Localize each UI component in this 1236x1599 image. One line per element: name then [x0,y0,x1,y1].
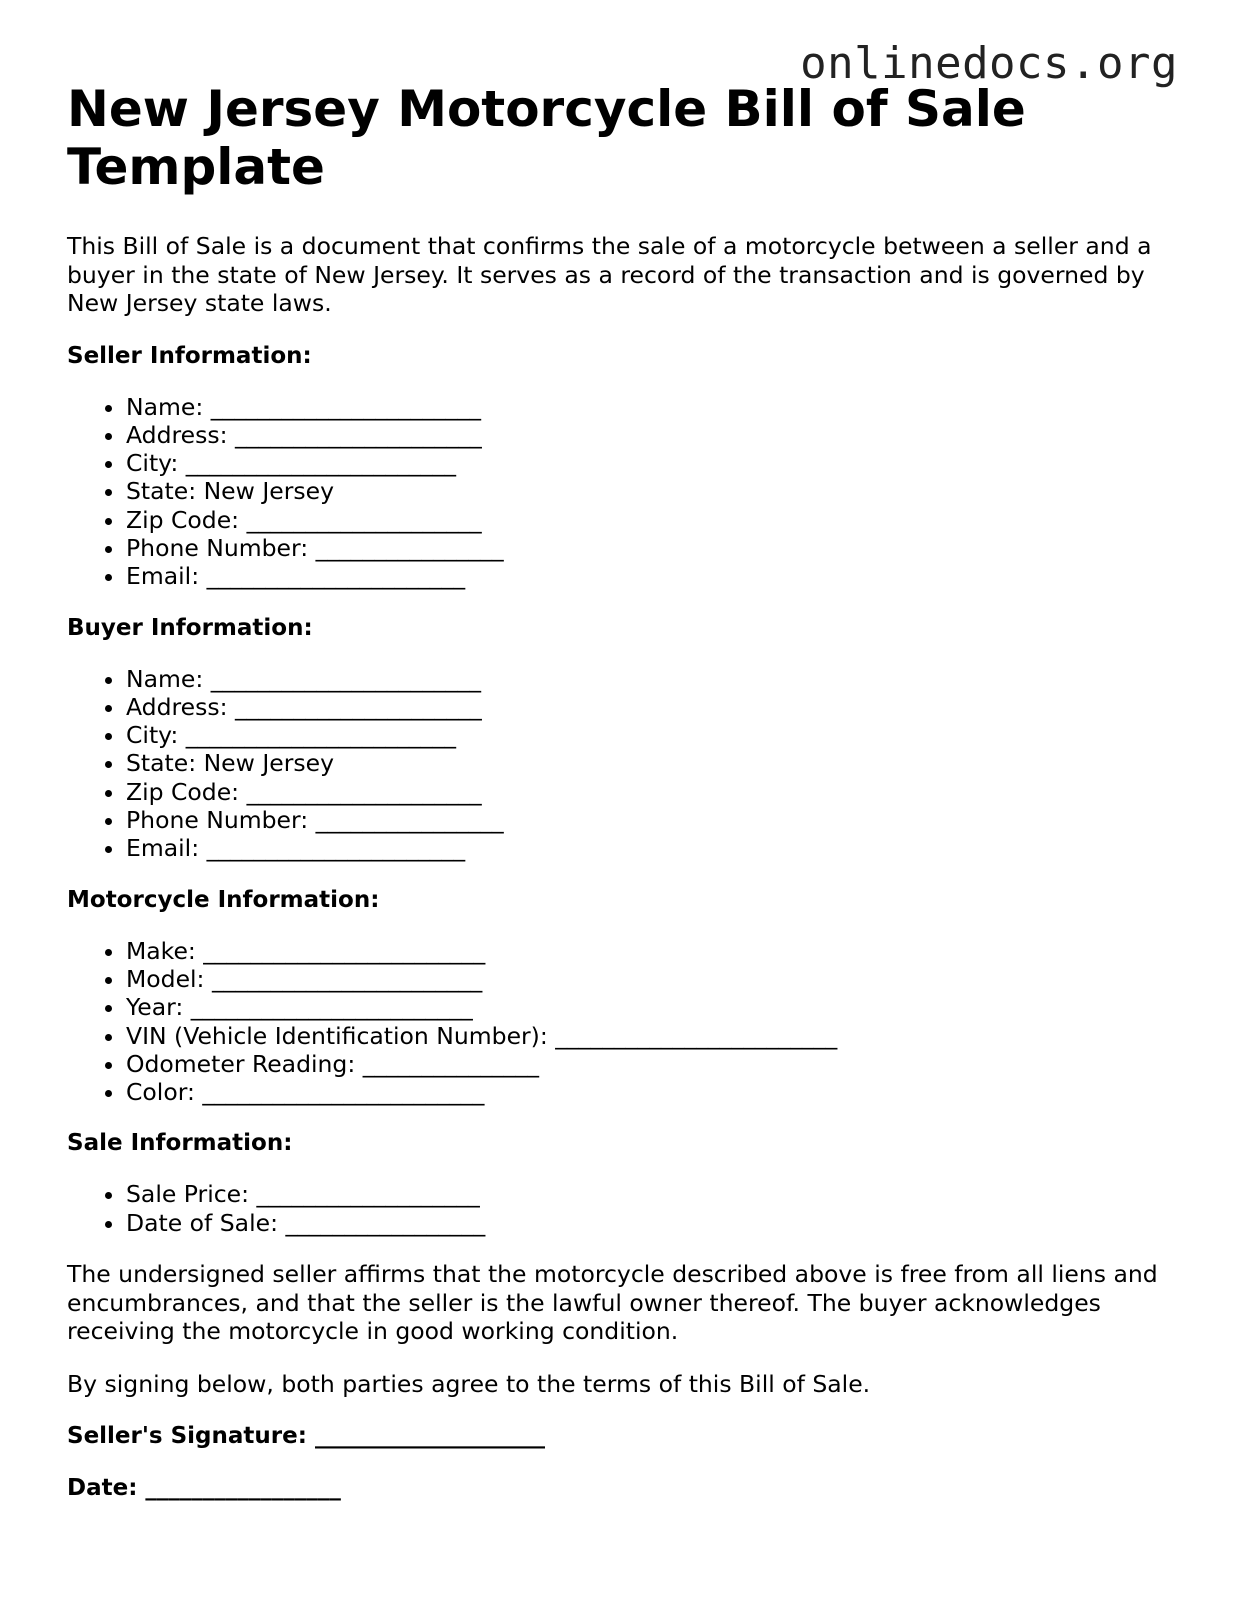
motorcycle-year-field[interactable]: • Year: ________________________ [126,993,1177,1021]
affirmation-paragraph: The undersigned seller affirms that the motorcycle described above is free from all liens and encumbrances, and that the seller is the lawful owner thereof. The buyer acknowledges receiving the motorcycle in good working condition. [67,1260,1158,1346]
buyer-phone-field[interactable]: • Phone Number: ________________ [126,806,1177,834]
date-label: Date: [67,1475,146,1502]
seller-name-field[interactable]: • Name: _______________________ [126,393,1177,421]
sale-section-heading: Sale Information: [67,1130,293,1157]
buyer-section-heading: Buyer Information: [67,614,313,641]
motorcycle-odometer-field[interactable]: • Odometer Reading: _______________ [126,1050,1177,1078]
buyer-info-list [67,665,1177,863]
seller-signature-line[interactable] [67,1422,1177,1450]
seller-city-field[interactable]: • City: _______________________ [126,449,1177,477]
buyer-name-field[interactable]: • Name: _______________________ [126,665,1177,693]
date-line[interactable] [67,1474,1177,1502]
motorcycle-info-list [67,937,1177,1107]
buyer-state-field: • State: New Jersey [126,749,1177,777]
date-blank[interactable]: _________________ [145,1475,341,1502]
motorcycle-vin-field[interactable]: • VIN (Vehicle Identification Number): ________________________ [126,1022,1177,1050]
motorcycle-color-field[interactable]: • Color: ________________________ [126,1078,1177,1106]
seller-email-field[interactable]: • Email: ______________________ [126,562,1177,590]
agreement-paragraph: By signing below, both parties agree to the terms of this Bill of Sale. [67,1369,871,1398]
intro-paragraph: This Bill of Sale is a document that confirms the sale of a motorcycle between a seller and a buyer in the state of New Jersey. It serves as a record of the transaction and is governed by New Jersey state laws. [67,232,1152,317]
seller-address-field[interactable]: • Address: _____________________ [126,421,1177,449]
seller-zip-field[interactable]: • Zip Code: ____________________ [126,506,1177,534]
buyer-city-field[interactable]: • City: _______________________ [126,721,1177,749]
sale-date-field[interactable]: • Date of Sale: _________________ [126,1209,1177,1237]
buyer-email-field[interactable]: • Email: ______________________ [126,834,1177,862]
page-title: New Jersey Motorcycle Bill of Sale Template [67,80,1026,196]
seller-info-list [67,393,1177,591]
motorcycle-model-field[interactable]: • Model: _______________________ [126,965,1177,993]
seller-signature-label: Seller's Signature: [67,1423,315,1450]
sale-info-list [67,1180,1177,1237]
sale-price-field[interactable]: • Sale Price: ___________________ [126,1180,1177,1208]
seller-phone-field[interactable]: • Phone Number: ________________ [126,534,1177,562]
watermark: onlinedocs.org [800,38,1178,89]
motorcycle-make-field[interactable]: • Make: ________________________ [126,937,1177,965]
seller-state-field: • State: New Jersey [126,477,1177,505]
buyer-address-field[interactable]: • Address: _____________________ [126,693,1177,721]
buyer-zip-field[interactable]: • Zip Code: ____________________ [126,778,1177,806]
seller-section-heading: Seller Information: [67,342,312,369]
document-page [67,80,1177,1526]
motorcycle-section-heading: Motorcycle Information: [67,886,380,913]
seller-signature-blank[interactable]: ____________________ [314,1423,545,1450]
